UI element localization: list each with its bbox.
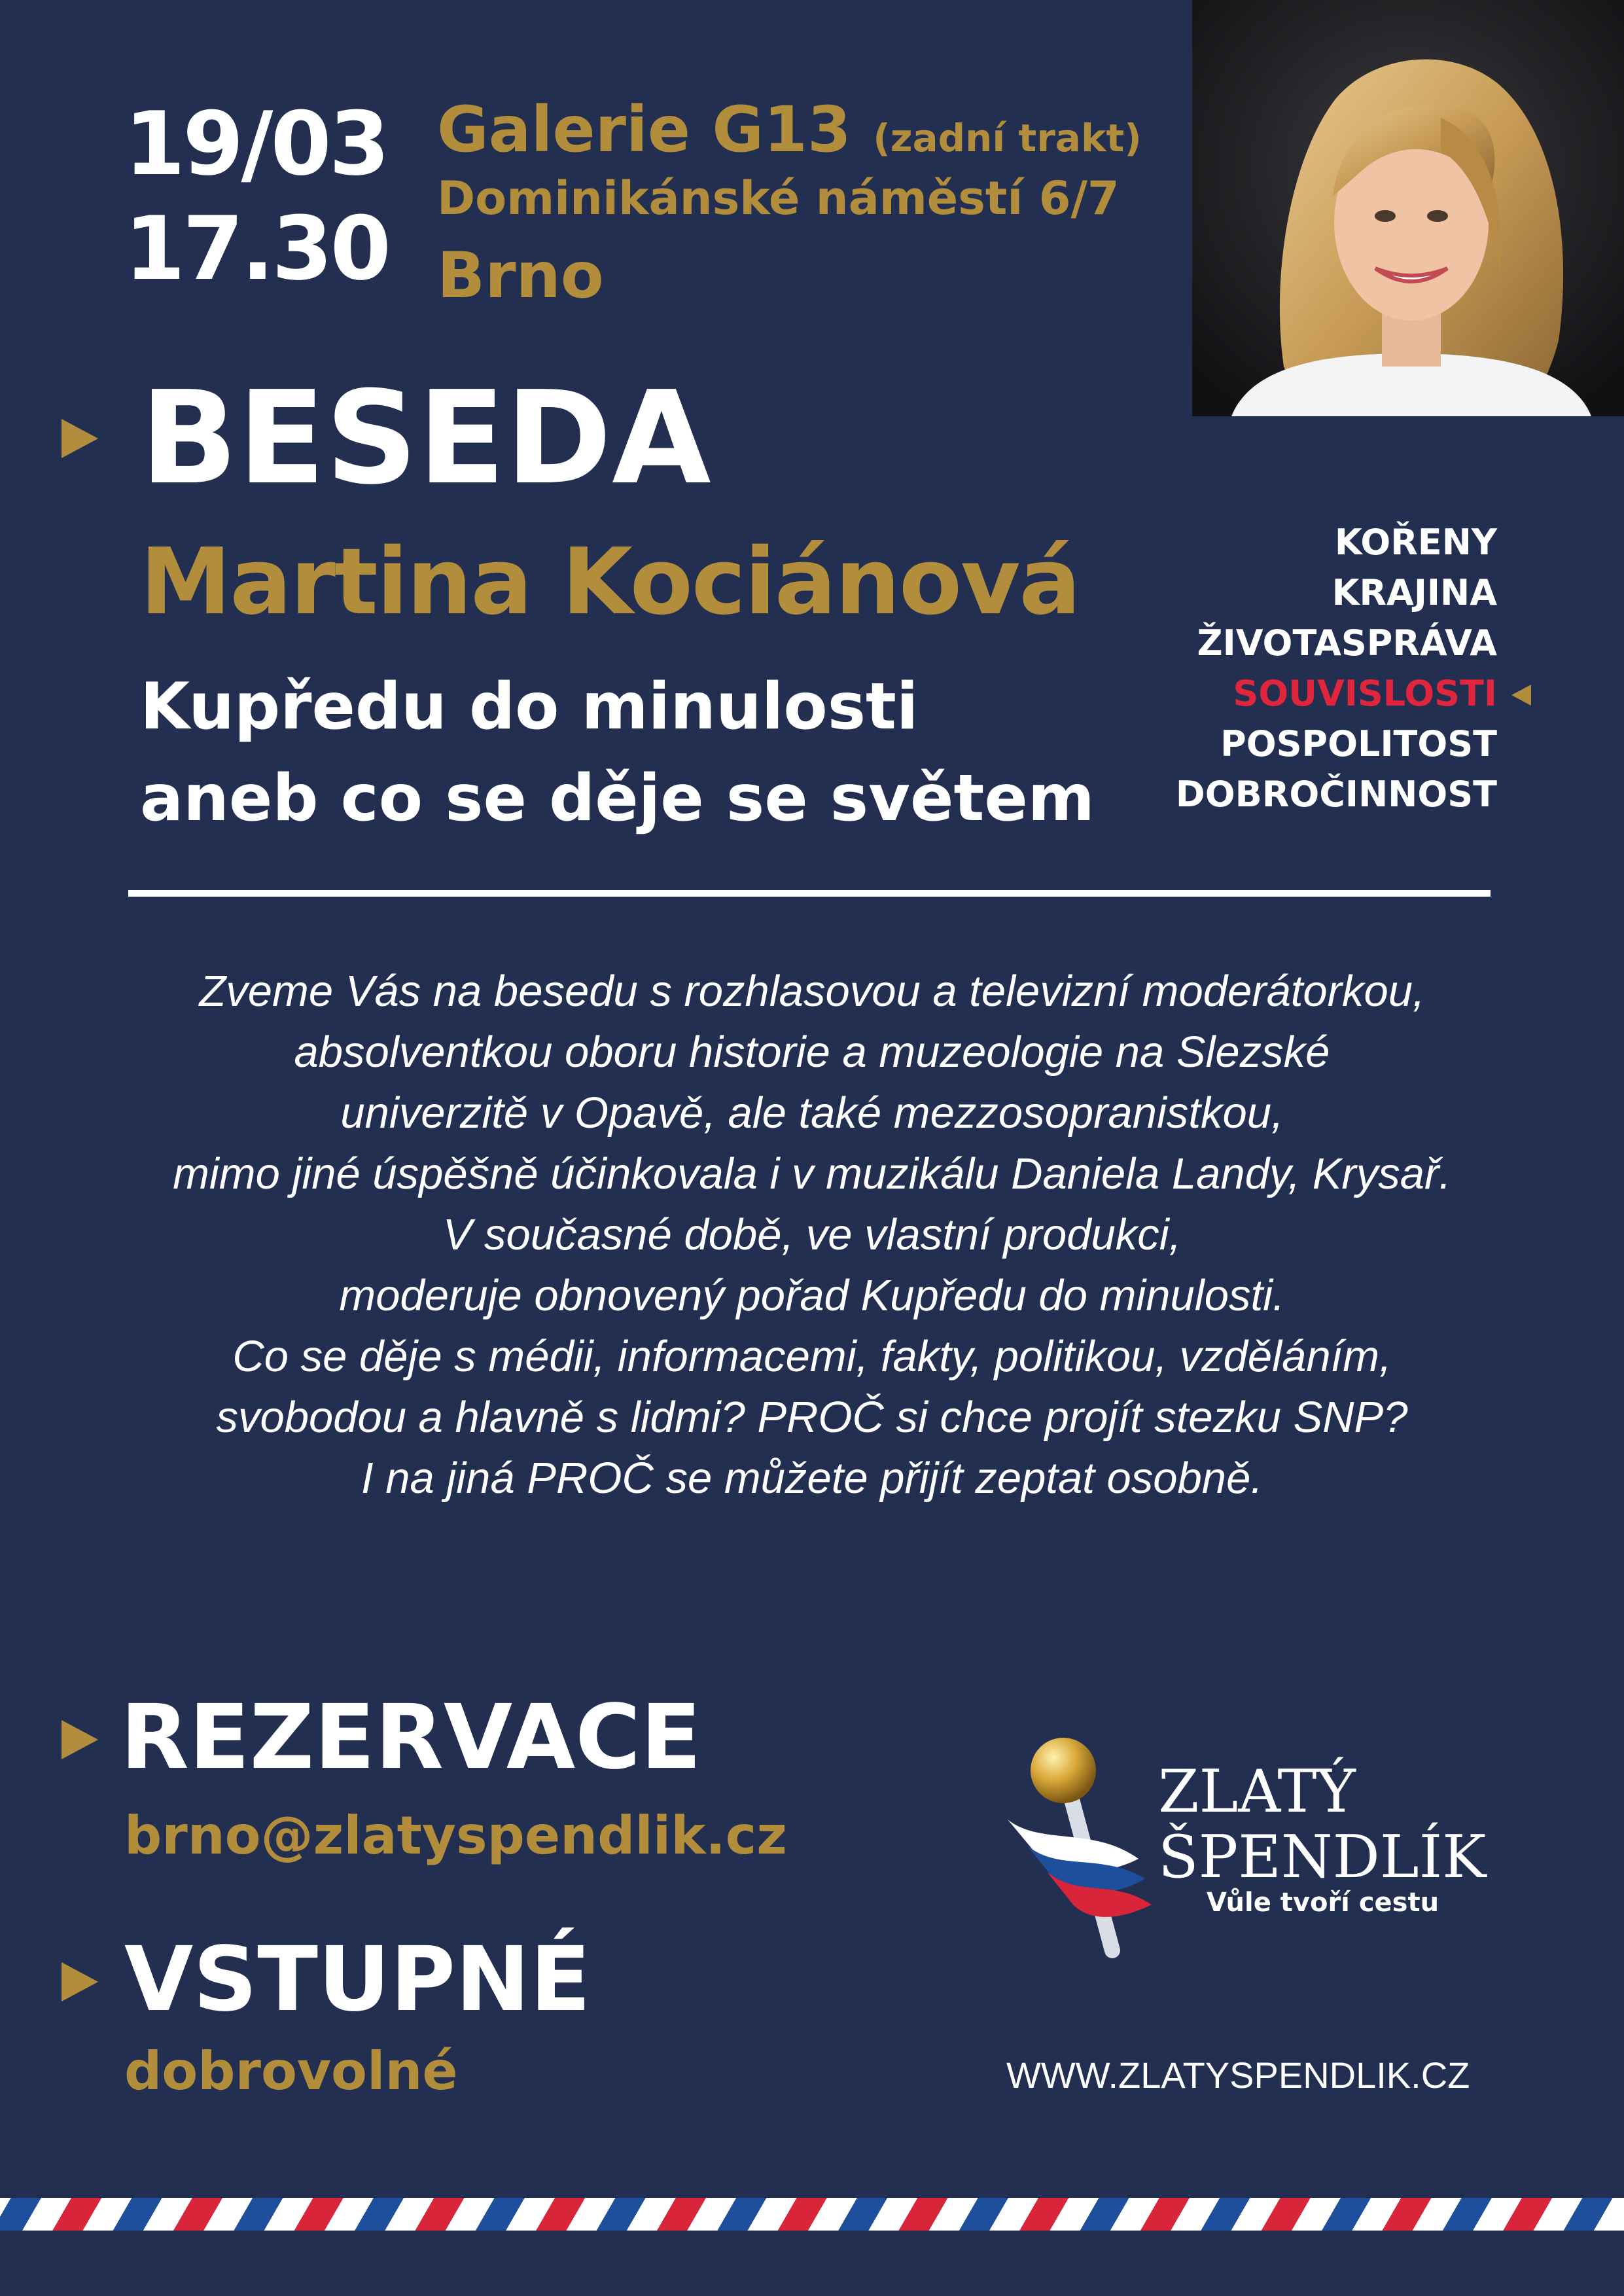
- topic-list: [1176, 517, 1497, 819]
- topic-item-active: SOUVISLOSTI: [1233, 673, 1497, 714]
- admission-arrow-icon: [62, 1962, 98, 2001]
- description-line: mimo jiné úspěšně účinkovala i v muzikálu Daniela Landy, Krysař.: [173, 1149, 1451, 1198]
- description-line: V současné době, ve vlastní produkci,: [442, 1210, 1182, 1259]
- logo-wordmark: [1158, 1759, 1486, 1890]
- active-topic-pointer-icon: [1511, 685, 1531, 706]
- description-line: I na jiná PROČ se můžete přijít zeptat osobně.: [361, 1454, 1263, 1503]
- reservation-arrow-icon: [62, 1720, 98, 1759]
- venue-name: Galerie G13: [437, 93, 851, 166]
- guest-photo: [1192, 0, 1624, 416]
- guest-name: Martina Kociánová: [140, 529, 1080, 636]
- topic-item: KOŘENY: [1334, 522, 1497, 563]
- event-time: 17.30: [124, 198, 389, 300]
- event-subtitle: [140, 661, 1095, 844]
- description-line: univerzitě v Opavě, ale také mezzosopranistkou,: [340, 1088, 1284, 1138]
- logo-line-1: ZLATÝ: [1158, 1757, 1356, 1826]
- logo-line-2: ŠPENDLÍK: [1158, 1823, 1487, 1892]
- description-line: absolventkou oboru historie a muzeologie na Slezské: [294, 1028, 1330, 1077]
- description-line: svobodou a hlavně s lidmi? PROČ si chce projít stezku SNP?: [216, 1393, 1408, 1442]
- topic-item: DOBROČINNOST: [1175, 774, 1497, 815]
- guest-photo-illustration: [1192, 0, 1624, 416]
- subtitle-line-2: aneb co se děje se světem: [140, 761, 1095, 836]
- beseda-arrow-icon: [62, 419, 98, 458]
- description-line: Co se děje s médii, informacemi, fakty, politikou, vzděláním,: [232, 1332, 1392, 1381]
- tricolor-stripe: [0, 2198, 1624, 2231]
- pin-logo-icon: [1001, 1715, 1184, 1964]
- topic-item: ŽIVOTASPRÁVA: [1197, 622, 1497, 664]
- topic-item: KRAJINA: [1332, 572, 1497, 613]
- description-line: Zveme Vás na besedu s rozhlasovou a televizní moderátorkou,: [199, 967, 1425, 1016]
- reservation-email[interactable]: brno@zlatyspendlik.cz: [124, 1805, 787, 1866]
- venue-city: Brno: [437, 239, 604, 312]
- venue-name-row: [437, 92, 1142, 176]
- admission-value: dobrovolné: [124, 2041, 458, 2102]
- admission-label: VSTUPNÉ: [124, 1928, 591, 2032]
- subtitle-line-1: Kupředu do minulosti: [140, 670, 919, 744]
- event-description: [0, 961, 1624, 1509]
- venue-address: Dominikánské náměstí 6/7: [437, 171, 1120, 225]
- venue-note: (zadní trakt): [873, 116, 1142, 160]
- description-line: moderuje obnovený pořad Kupředu do minulosti.: [339, 1271, 1285, 1320]
- topic-item: POSPOLITOST: [1220, 723, 1497, 764]
- reservation-label: REZERVACE: [120, 1686, 701, 1789]
- event-date: 19/03: [124, 93, 387, 195]
- website-link[interactable]: WWW.ZLATYSPENDLIK.CZ: [1006, 2054, 1470, 2096]
- logo-tagline: Vůle tvoří cestu: [1207, 1888, 1439, 1918]
- event-date-time: [124, 92, 389, 301]
- event-type-heading: BESEDA: [140, 364, 711, 513]
- section-divider: [128, 890, 1491, 897]
